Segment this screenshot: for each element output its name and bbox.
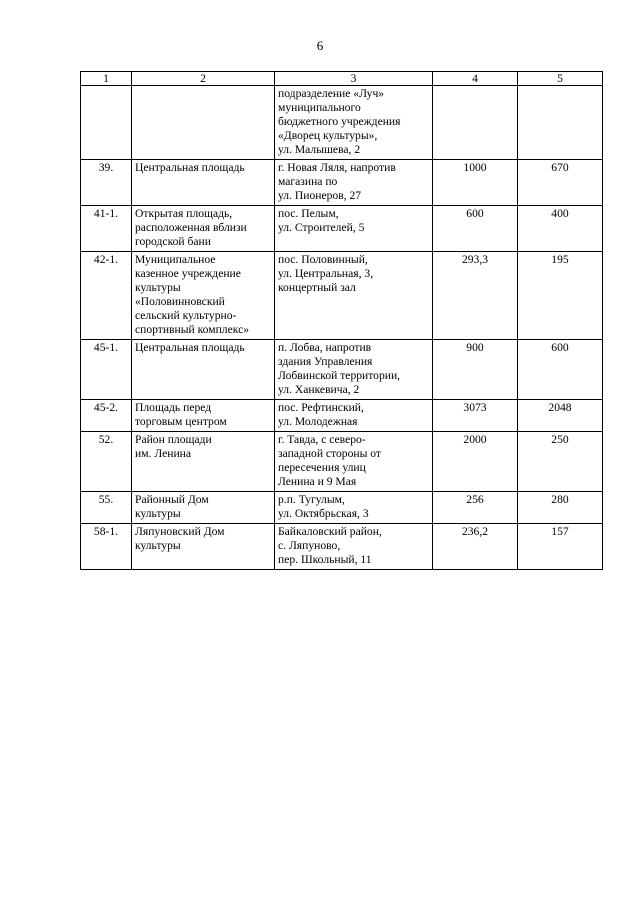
place-name-cell: Район площади им. Ленина: [132, 432, 275, 492]
address-cell: пос. Пелым, ул. Строителей, 5: [275, 206, 433, 252]
table-row: [81, 432, 603, 492]
place-name-cell: Центральная площадь: [132, 160, 275, 206]
value-col5-cell: 195: [518, 252, 603, 340]
row-number-cell: 55.: [81, 492, 132, 524]
row-number-cell: 58-1.: [81, 524, 132, 570]
value-col5-cell: 280: [518, 492, 603, 524]
table-row: [81, 340, 603, 400]
data-table: [80, 71, 603, 570]
table-row: [81, 524, 603, 570]
row-number-cell: 42-1.: [81, 252, 132, 340]
place-name-cell: Площадь перед торговым центром: [132, 400, 275, 432]
table-row: [81, 160, 603, 206]
address-cell: подразделение «Луч» муниципального бюджетного учреждения «Дворец культуры», ул. Малышева, 2: [275, 86, 433, 160]
value-col4-cell: 900: [433, 340, 518, 400]
address-cell: п. Лобва, напротив здания Управления Лобвинской территории, ул. Ханкевича, 2: [275, 340, 433, 400]
table-row: [81, 86, 603, 160]
value-col4-cell: 600: [433, 206, 518, 252]
table-row: [81, 492, 603, 524]
row-number-cell: 41-1.: [81, 206, 132, 252]
header-cell-1: 1: [81, 72, 132, 86]
place-name-cell: Районный Дом культуры: [132, 492, 275, 524]
row-number-cell: 52.: [81, 432, 132, 492]
value-col5-cell: 600: [518, 340, 603, 400]
value-col4-cell: 2000: [433, 432, 518, 492]
header-cell-2: 2: [132, 72, 275, 86]
row-number-cell: 45-1.: [81, 340, 132, 400]
place-name-cell: Центральная площадь: [132, 340, 275, 400]
header-cell-4: 4: [433, 72, 518, 86]
value-col5-cell: [518, 86, 603, 160]
value-col5-cell: 250: [518, 432, 603, 492]
value-col4-cell: 293,3: [433, 252, 518, 340]
place-name-cell: Открытая площадь, расположенная вблизи городской бани: [132, 206, 275, 252]
address-cell: г. Тавда, с северо- западной стороны от пересечения улиц Ленина и 9 Мая: [275, 432, 433, 492]
table-row: [81, 206, 603, 252]
place-name-cell: Ляпуновский Дом культуры: [132, 524, 275, 570]
value-col4-cell: 3073: [433, 400, 518, 432]
row-number-cell: 45-2.: [81, 400, 132, 432]
page-number: 6: [316, 38, 324, 53]
table-row: [81, 400, 603, 432]
value-col4-cell: 236,2: [433, 524, 518, 570]
value-col5-cell: 670: [518, 160, 603, 206]
table-row: [81, 252, 603, 340]
value-col4-cell: 256: [433, 492, 518, 524]
address-cell: пос. Половинный, ул. Центральная, 3, концертный зал: [275, 252, 433, 340]
value-col4-cell: 1000: [433, 160, 518, 206]
header-cell-3: 3: [275, 72, 433, 86]
address-cell: р.п. Тугулым, ул. Октябрьская, 3: [275, 492, 433, 524]
row-number-cell: [81, 86, 132, 160]
place-name-cell: Муниципальное казенное учреждение культуры «Половинновский сельский культурно- спортивный комплекс»: [132, 252, 275, 340]
value-col5-cell: 157: [518, 524, 603, 570]
address-cell: Байкаловский район, с. Ляпуново, пер. Школьный, 11: [275, 524, 433, 570]
table-header-row: [81, 72, 603, 86]
value-col5-cell: 400: [518, 206, 603, 252]
place-name-cell: [132, 86, 275, 160]
address-cell: г. Новая Ляля, напротив магазина по ул. Пионеров, 27: [275, 160, 433, 206]
row-number-cell: 39.: [81, 160, 132, 206]
address-cell: пос. Рефтинский, ул. Молодежная: [275, 400, 433, 432]
value-col4-cell: [433, 86, 518, 160]
value-col5-cell: 2048: [518, 400, 603, 432]
header-cell-5: 5: [518, 72, 603, 86]
